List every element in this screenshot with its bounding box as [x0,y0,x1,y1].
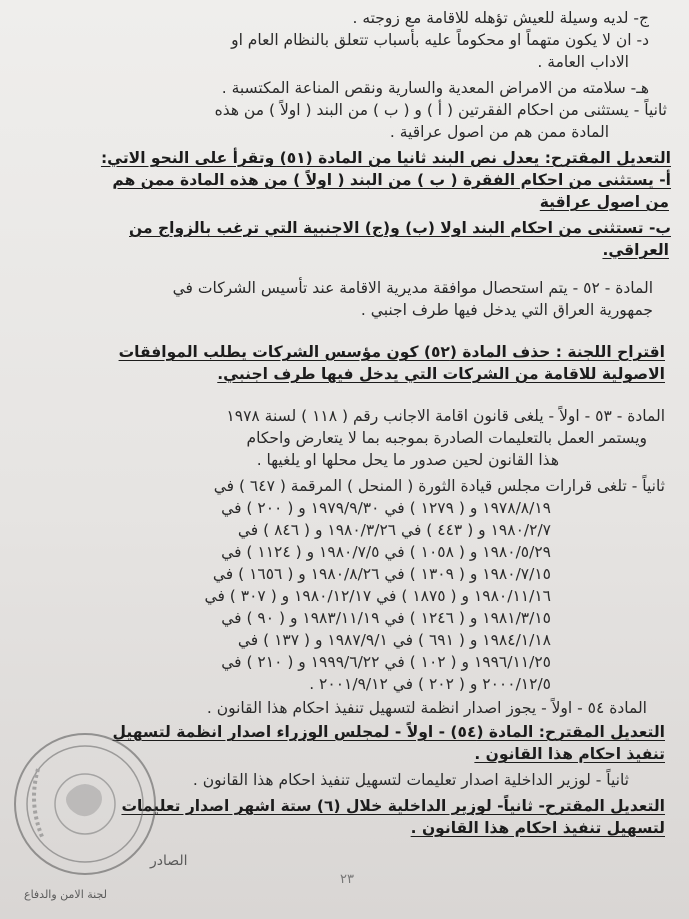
amendment-51-b: ب- تستثنى من احكام البند اولا (ب) و(ج) الاجنبية التي ترغب بالزواج من [129,219,671,237]
amendment-54-heading: التعديل المقترح: المادة (٥٤) - اولاً - لمجلس الوزراء اصدار انظمة لتسهيل [112,723,665,741]
amendment-51-a-cont: من اصول عراقية [539,193,669,211]
decree-line-3: ١٩٨٠/٥/٢٩ و ( ١٠٥٨ ) في ١٩٨٠/٧/٥ و ( ١١٢٤ ) في [221,543,551,561]
article-53-first-cont2: هذا القانون لحين صدور ما يحل محلها او يلغيها . [256,451,559,469]
decree-line-7: ١٩٨٤/١/١٨ و ( ٦٩١ ) في ١٩٨٧/٩/١ و ( ١٣٧ ) في [237,631,551,649]
second-clause: ثانياً - يستثنى من احكام الفقرتين ( أ ) و ( ب ) من البند ( اولاً ) من هذه [214,101,667,119]
decree-line-4: ١٩٨٠/٧/١٥ و ( ١٣٠٩ ) في ١٩٨٠/٨/٢٦ و ( ١٦٥٦ ) في [212,565,551,583]
seal-label: الصادر [150,853,188,869]
decree-line-5: ١٩٨٠/١١/١٦ و ( ١٨٧٥ ) في ١٩٨٠/١٢/١٧ و ( ٣٠٧ ) في [204,587,551,605]
amendment-54-cont: تنفيذ احكام هذا القانون . [474,745,665,763]
amendment-54-second-cont: لتسهيل تنفيذ احكام هذا القانون . [410,819,665,837]
decree-line-2: ١٩٨٠/٢/٧ و ( ٤٤٣ ) في ١٩٨٠/٣/٢٦ و ( ٨٤٦ ) في [237,521,551,539]
decree-line-1: ١٩٧٨/٨/١٩ و ( ١٢٧٩ ) في ١٩٧٩/٩/٣٠ و ( ٢٠٠ ) في [221,499,551,517]
clause-e: هـ- سلامته من الامراض المعدية والسارية ونقص المناعة المكتسبة . [221,79,649,97]
article-53-second: ثانياً - تلغى قرارات مجلس قيادة الثورة ( المنحل ) المرقمة ( ٦٤٧ ) في [213,477,665,495]
clause-d: د- ان لا يكون متهماً او محكوماً عليه بأسباب تتعلق بالنظام العام او [231,31,649,49]
decree-line-8: ١٩٩٦/١١/٢٥ و ( ١٠٢ ) في ١٩٩٩/٦/٢٢ و ( ٢١٠ ) في [221,653,551,671]
decree-line-6: ١٩٨١/٣/١٥ و ( ١٢٤٦ ) في ١٩٨٣/١١/١٩ و ( ٩٠ ) في [221,609,551,627]
amendment-54-second: التعديل المقترح- ثانياً- لوزير الداخلية خلال (٦) ستة اشهر اصدار تعليمات [121,797,665,815]
second-clause-cont: المادة ممن هم من اصول عراقية . [389,123,609,141]
official-seal-icon [10,729,160,879]
committee-proposal-cont: الاصولية للاقامة من الشركات التي يدخل فيها طرف اجنبي. [217,365,665,383]
clause-c: ج- لديه وسيلة للعيش تؤهله للاقامة مع زوجته . [352,9,649,27]
article-53-first-cont1: ويستمر العمل بالتعليمات الصادرة بموجبه بما لا يتعارض واحكام [246,429,647,447]
amendment-51-heading: التعديل المقترح: يعدل نص البند ثانيا من المادة (٥١) وتقرأ على النحو الاتي: [100,149,671,167]
committee-proposal: اقتراح اللجنة : حذف المادة (٥٢) كون مؤسس الشركات يطلب الموافقات [118,343,665,361]
amendment-51-b-cont: العراقي. [602,241,669,259]
article-53-first: المادة - ٥٣ - اولاً - يلغى قانون اقامة الاجانب رقم ( ١١٨ ) لسنة ١٩٧٨ [226,407,665,425]
clause-d-cont: الاداب العامة . [537,53,629,71]
page-number: ٢٣ [340,872,354,887]
article-54-second: ثانياً - لوزير الداخلية اصدار تعليمات لتسهيل تنفيذ احكام هذا القانون . [192,771,629,789]
decree-line-9: ٢٠٠٠/١٢/٥ و ( ٢٠٢ ) في ٢٠٠١/٩/١٢ . [309,675,551,693]
amendment-51-a: أ- يستثنى من احكام الفقرة ( ب ) من البند ( اولاً ) من هذه المادة ممن هم [112,171,671,189]
article-52-cont: جمهورية العراق التي يدخل فيها طرف اجنبي . [360,301,653,319]
seal-ring-text: لجنة الامن والدفاع [24,888,107,901]
article-52: المادة - ٥٢ - يتم استحصال موافقة مديرية الاقامة عند تأسيس الشركات في [172,279,653,297]
article-54-first: المادة ٥٤ - اولاً - يجوز اصدار انظمة لتسهيل تنفيذ احكام هذا القانون . [206,699,647,717]
